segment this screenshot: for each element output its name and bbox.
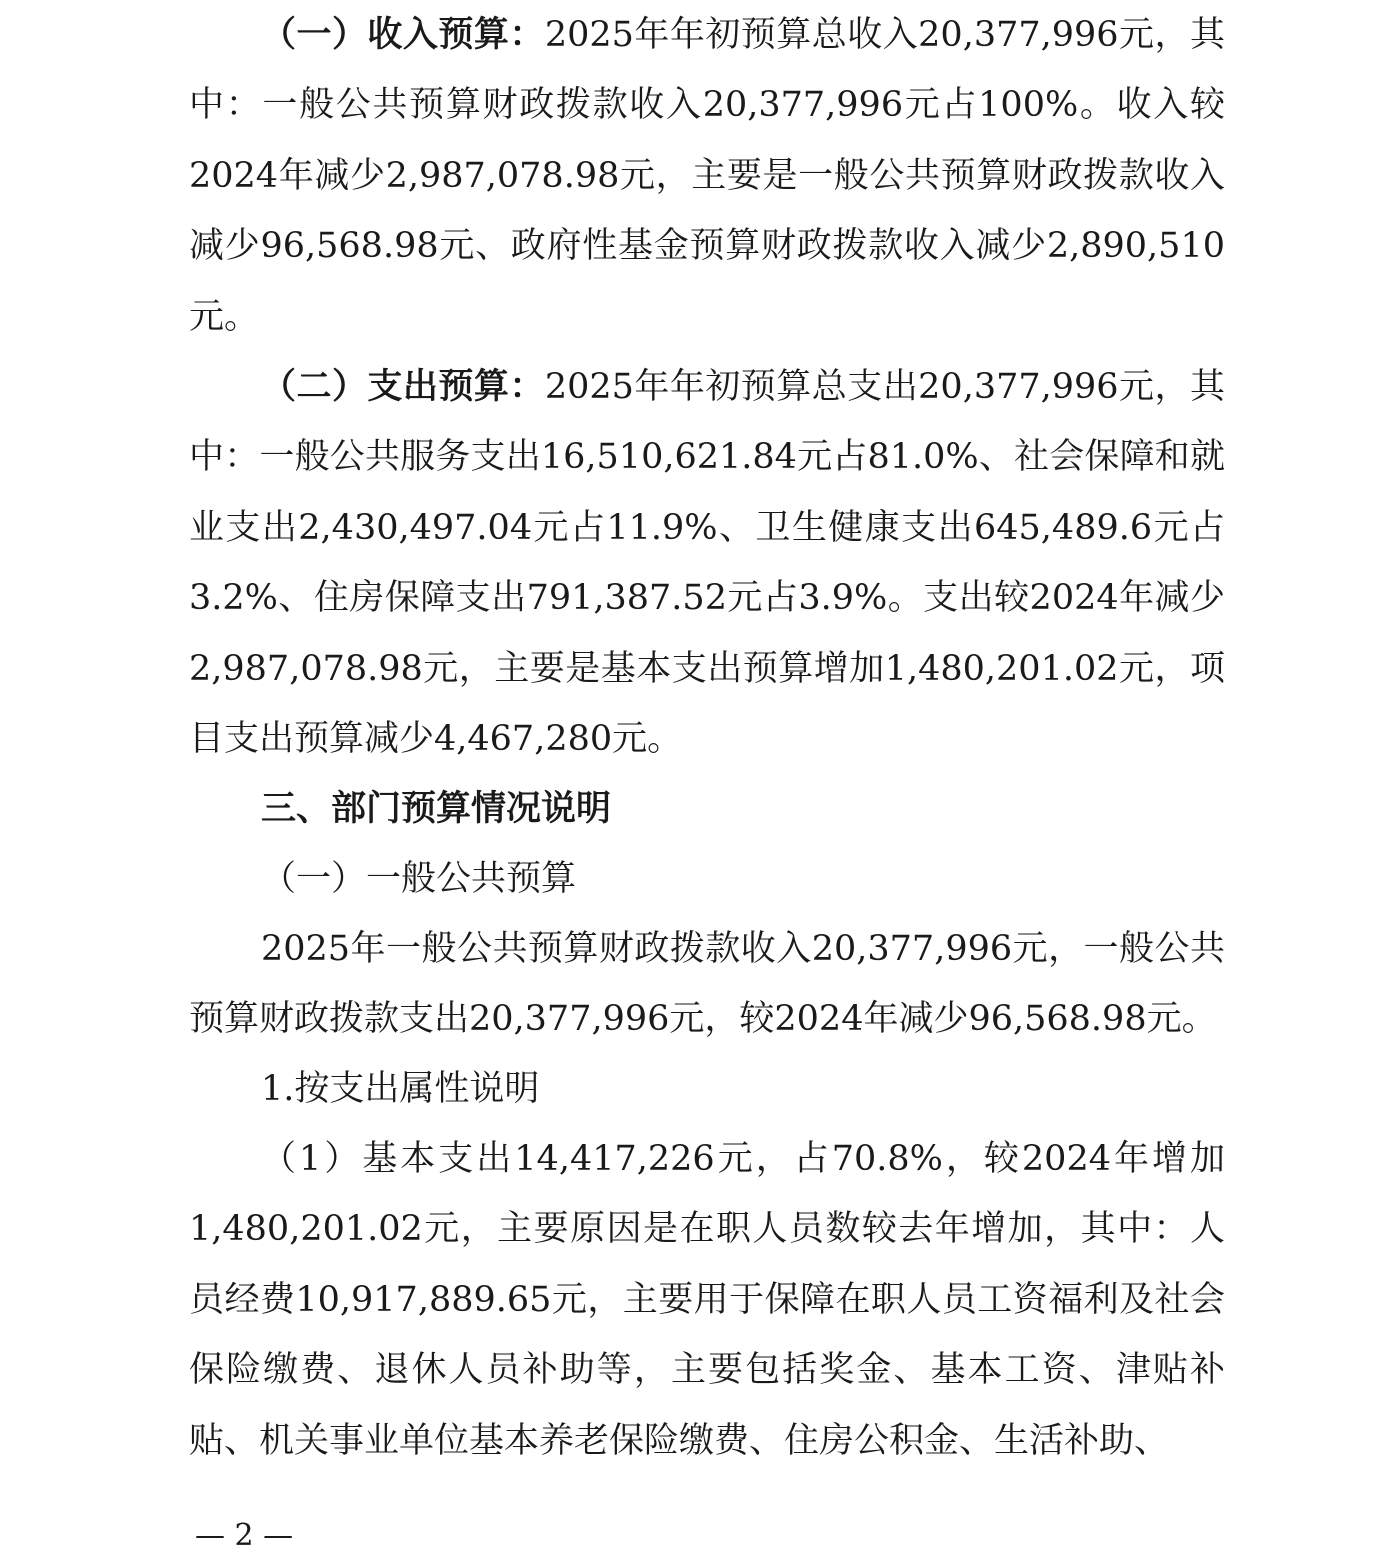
expense-budget-label: （二）支出预算： [261, 366, 545, 407]
general-budget-paragraph: 2025年一般公共预算财政拨款收入20,377,996元，一般公共预算财政拨款支出20,377,996元，较2024年减少96,568.98元。 [189, 929, 1225, 1040]
income-budget-text: 2025年年初预算总收入20,377,996元，其中：一般公共预算财政拨款收入20,377,996元占100%。收入较2024年减少2,987,078.98元，主要是一般公共预算财政拨款收入减少96,568.98元、政府性基金预算财政拨款收入减少2,890,510元。 [189, 15, 1225, 337]
general-budget-subheading: （一）一般公共预算 [261, 859, 577, 899]
section-3-heading: 三、部门预算情况说明 [261, 788, 612, 829]
page-number: — 2 — [195, 1518, 294, 1553]
expense-budget-text: 2025年年初预算总支出20,377,996元，其中：一般公共服务支出16,510,621.84元占81.0%、社会保障和就业支出2,430,497.04元占11.9%、卫生健康支出645,489.6元占3.2%、住房保障支出791,387.52元占3.9%。支出较2024年减少2,987,078.98元，主要是基本支出预算增加1,480,201.02元，项目支出预算减少4,467,280元。 [189, 367, 1225, 760]
basic-expense-paragraph: （1）基本支出14,417,226元，占70.8%，较2024年增加1,480,201.02元，主要原因是在职人员数较去年增加，其中：人员经费10,917,889.65元，主要用于保障在职人员工资福利及社会保险缴费、退休人员补助等，主要包括奖金、基本工资、津贴补贴、机关事业单位基本养老保险缴费、住房公积金、生活补助、 [189, 1139, 1225, 1461]
expense-attribute-heading: 1.按支出属性说明 [261, 1069, 540, 1109]
expense-budget-paragraph [189, 352, 1225, 774]
income-budget-paragraph [189, 0, 1225, 352]
income-budget-label: （一）收入预算： [261, 14, 545, 55]
